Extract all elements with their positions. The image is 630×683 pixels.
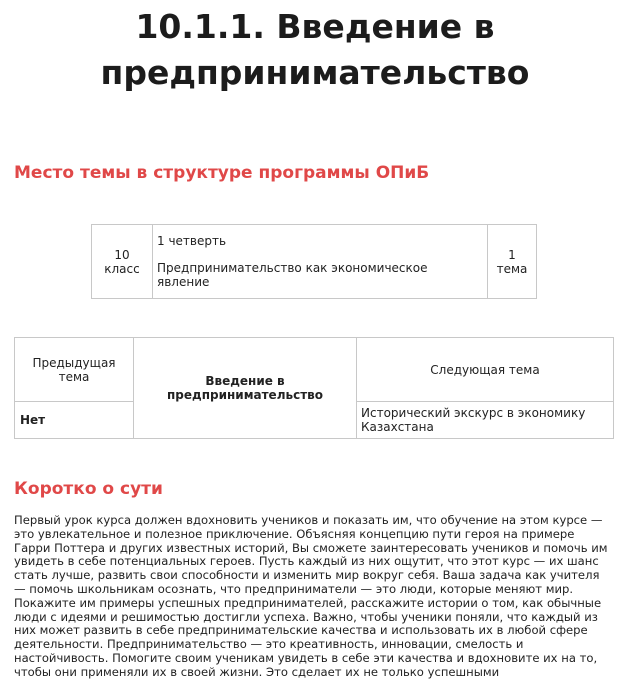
section-cell (153, 225, 488, 299)
quarter-label: 1 четверть (157, 234, 227, 248)
section-heading-brief: Коротко о сути (14, 479, 163, 499)
current-topic-cell: Введение в предпринимательство (134, 338, 357, 439)
table-row (92, 225, 537, 299)
topic-count-cell: 1 тема (488, 225, 537, 299)
brief-paragraph: Первый урок курса должен вдохновить учеников и показать им, что обучение на этом курсе — это увлекательное и полезное приключение. Объясняя концепцию пути героя на примере Гарри Поттера и других известных историй, Вы сможете заинтересовать учеников и помочь им увидеть в себе потенциальных героев. Пусть каждый из них ощутит, что этот курс — их шанс стать лучше, развить свои способности и изменить мир вокруг себя. Ваша задача как учителя — помочь школьникам осознать, что предприниматели — это люди, которые меняют мир. Покажите им примеры успешных предпринимателей, расскажите истории о том, как обычные люди с идеями и решимостью достигли успеха. Важно, чтобы ученики поняли, что каждый из них может развить в себе предпринимательские качества и использовать их в любой сфере деятельности. Предпринимательство — это креативность, инновации, смелость и настойчивость. Помогите своим ученикам увидеть в себе эти качества и вдохновите их на то, чтобы они применяли их в своей жизни. Это сделает их не только успешными (14, 513, 608, 679)
program-structure-table (91, 224, 537, 299)
grade-cell: 10 класс (92, 225, 153, 299)
next-topic-header: Следующая тема (357, 338, 614, 402)
next-topic-value: Исторический экскурс в экономику Казахстана (357, 402, 614, 439)
section-heading-place: Место темы в структуре программы ОПиБ (14, 163, 430, 183)
page-title: 10.1.1. Введение в предпринимательство (100, 7, 530, 92)
prev-topic-value: Нет (15, 402, 134, 439)
section-name: Предпринимательство как экономическое явление (157, 261, 428, 289)
table-row (15, 338, 614, 402)
prev-topic-header: Предыдущая тема (15, 338, 134, 402)
topic-sequence-table (14, 337, 614, 439)
